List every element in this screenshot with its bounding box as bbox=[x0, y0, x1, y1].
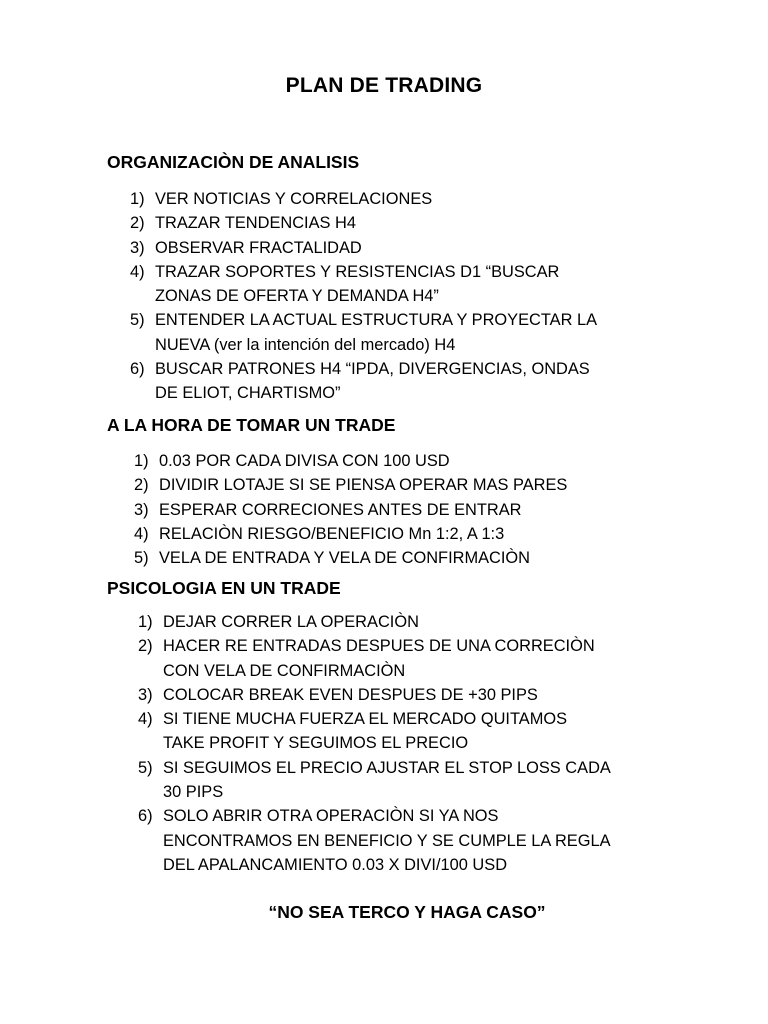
item-text: SI SEGUIMOS EL PRECIO AJUSTAR EL STOP LOSS CADA bbox=[163, 758, 611, 777]
list-item bbox=[130, 357, 597, 406]
item-text-continuation: DEL APALANCAMIENTO 0.03 X DIVI/100 USD bbox=[163, 855, 508, 874]
trade-list bbox=[134, 449, 567, 570]
item-text: SI TIENE MUCHA FUERZA EL MERCADO QUITAMOS bbox=[163, 710, 568, 729]
item-number: 3) bbox=[134, 500, 149, 519]
item-number: 4) bbox=[130, 262, 145, 281]
list-item bbox=[134, 522, 567, 546]
list-item bbox=[138, 634, 611, 683]
item-text: SOLO ABRIR OTRA OPERACIÒN SI YA NOS bbox=[163, 807, 499, 826]
item-text-continuation: TAKE PROFIT Y SEGUIMOS EL PRECIO bbox=[163, 734, 469, 753]
item-text: VER NOTICIAS Y CORRELACIONES bbox=[155, 190, 433, 208]
item-number: 5) bbox=[138, 758, 153, 777]
item-number: 5) bbox=[134, 549, 149, 568]
list-item bbox=[130, 187, 597, 211]
item-number: 6) bbox=[130, 360, 145, 379]
item-text-continuation: NUEVA (ver la intención del mercado) H4 bbox=[155, 335, 456, 354]
list-item bbox=[138, 756, 611, 805]
item-number: 5) bbox=[130, 311, 145, 330]
item-number: 2) bbox=[138, 637, 153, 656]
psychology-list bbox=[138, 610, 611, 877]
item-text: DEJAR CORRER LA OPERACIÒN bbox=[163, 613, 419, 631]
item-text: RELACIÒN RIESGO/BENEFICIO Mn 1:2, A 1:3 bbox=[159, 524, 505, 543]
item-number: 4) bbox=[134, 524, 149, 543]
item-number: 1) bbox=[134, 452, 149, 470]
list-item bbox=[130, 260, 597, 309]
list-item bbox=[138, 610, 611, 634]
list-item bbox=[130, 308, 597, 357]
item-text-continuation: ENCONTRAMOS EN BENEFICIO Y SE CUMPLE LA REGLA bbox=[163, 831, 611, 850]
list-item bbox=[134, 473, 567, 497]
item-number: 6) bbox=[138, 807, 153, 826]
list-item bbox=[134, 449, 567, 473]
item-text-continuation: DE ELIOT, CHARTISMO” bbox=[155, 384, 341, 403]
item-number: 2) bbox=[130, 214, 145, 233]
item-number: 3) bbox=[138, 685, 153, 704]
item-text: OBSERVAR FRACTALIDAD bbox=[155, 238, 362, 257]
item-number: 3) bbox=[130, 238, 145, 257]
list-item bbox=[138, 707, 611, 756]
item-text: TRAZAR TENDENCIAS H4 bbox=[155, 214, 356, 233]
section-heading-trade: A LA HORA DE TOMAR UN TRADE bbox=[107, 415, 396, 435]
closing-quote: “NO SEA TERCO Y HAGA CASO” bbox=[268, 902, 546, 922]
item-text: DIVIDIR LOTAJE SI SE PIENSA OPERAR MAS PARES bbox=[159, 476, 568, 495]
analysis-list bbox=[130, 187, 597, 406]
item-text: BUSCAR PATRONES H4 “IPDA, DIVERGENCIAS, ONDAS bbox=[155, 360, 590, 379]
item-number: 1) bbox=[130, 190, 145, 208]
item-number: 4) bbox=[138, 710, 153, 729]
list-item bbox=[130, 236, 597, 260]
item-text: COLOCAR BREAK EVEN DESPUES DE +30 PIPS bbox=[163, 685, 538, 704]
item-text: ESPERAR CORRECIONES ANTES DE ENTRAR bbox=[159, 500, 522, 519]
item-number: 2) bbox=[134, 476, 149, 495]
item-text: VELA DE ENTRADA Y VELA DE CONFIRMACIÒN bbox=[159, 549, 531, 568]
list-item bbox=[130, 211, 597, 235]
list-item bbox=[138, 804, 611, 877]
list-item bbox=[134, 546, 567, 570]
section-heading-analysis: ORGANIZACIÒN DE ANALISIS bbox=[107, 152, 360, 172]
item-number: 1) bbox=[138, 613, 153, 631]
list-item bbox=[134, 498, 567, 522]
item-text: ENTENDER LA ACTUAL ESTRUCTURA Y PROYECTAR LA bbox=[155, 311, 598, 330]
item-text-continuation: ZONAS DE OFERTA Y DEMANDA H4” bbox=[155, 287, 439, 306]
page-title: PLAN DE TRADING bbox=[285, 74, 483, 97]
item-text: HACER RE ENTRADAS DESPUES DE UNA CORRECIÒN bbox=[163, 637, 595, 656]
item-text-continuation: 30 PIPS bbox=[163, 783, 224, 802]
list-item bbox=[138, 683, 611, 707]
item-text: TRAZAR SOPORTES Y RESISTENCIAS D1 “BUSCAR bbox=[155, 262, 560, 281]
item-text-continuation: CON VELA DE CONFIRMACIÒN bbox=[163, 661, 406, 680]
item-text: 0.03 POR CADA DIVISA CON 100 USD bbox=[159, 452, 450, 470]
section-heading-psychology: PSICOLOGIA EN UN TRADE bbox=[107, 578, 341, 598]
